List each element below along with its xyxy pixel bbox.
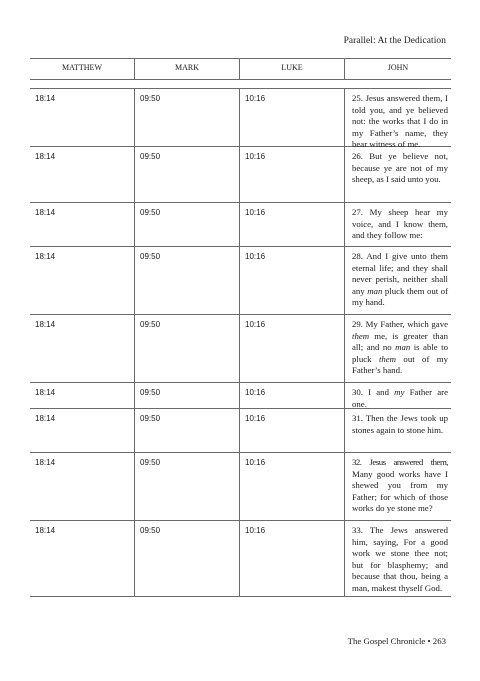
luke-reference: 10:16 bbox=[240, 89, 345, 146]
italic-word: them bbox=[352, 330, 370, 341]
verse-fragment: 33. The Jews answered him, saying, For a good work we stone thee not; but for blasphemy; and because that thou, being a man, makest thyself God. bbox=[352, 525, 448, 593]
verse-fragment: is able to pluck bbox=[352, 342, 448, 364]
john-verse-text bbox=[345, 409, 451, 452]
table-row bbox=[30, 521, 451, 597]
mark-reference: 09:50 bbox=[135, 147, 240, 202]
mark-reference: 09:50 bbox=[135, 203, 240, 246]
verse-fragment: 30. I and bbox=[352, 387, 395, 397]
column-header-luke: LUKE bbox=[240, 59, 345, 79]
matthew-reference: 18:14 bbox=[30, 315, 135, 382]
verse-fragment: Father are one. bbox=[352, 387, 448, 409]
matthew-reference: 18:14 bbox=[30, 147, 135, 202]
table-row bbox=[30, 453, 451, 521]
verse-fragment: pluck them out of my hand. bbox=[352, 285, 449, 308]
verse-fragment: 25. Jesus answered them, I told you, and ye believed not: the works that I do in my Father’s name, they bear witness of me. bbox=[352, 93, 448, 150]
matthew-reference: 18:14 bbox=[30, 409, 135, 452]
table-row bbox=[30, 89, 451, 150]
mark-reference: 09:50 bbox=[135, 383, 240, 408]
matthew-reference: 18:14 bbox=[30, 89, 135, 146]
column-header-john: JOHN bbox=[387, 63, 409, 72]
mark-reference: 09:50 bbox=[135, 315, 240, 382]
mark-reference: 09:50 bbox=[135, 247, 240, 314]
table-row bbox=[30, 147, 451, 203]
matthew-reference: 18:14 bbox=[30, 247, 135, 314]
john-verse-text bbox=[345, 453, 451, 520]
running-head: Parallel: At the Dedication bbox=[343, 36, 446, 46]
luke-reference: 10:16 bbox=[240, 203, 345, 246]
luke-reference: 10:16 bbox=[240, 383, 345, 408]
luke-reference: 10:16 bbox=[240, 315, 345, 382]
table-row bbox=[30, 247, 451, 315]
verse-fragment: 27. My sheep hear my voice, and I know them, and they follow me: bbox=[352, 207, 448, 241]
matthew-reference: 18:14 bbox=[30, 383, 135, 408]
italic-word: man bbox=[395, 342, 411, 353]
verse-fragment: 31. Then the Jews took up stones again to stone him. bbox=[352, 413, 448, 435]
john-verse-text bbox=[345, 383, 451, 408]
verse-fragment: 32. Jesus answered them, bbox=[352, 457, 448, 467]
mark-reference: 09:50 bbox=[135, 409, 240, 452]
verse-fragment: 29. My Father, which gave bbox=[352, 319, 448, 329]
matthew-reference: 18:14 bbox=[30, 203, 135, 246]
luke-reference: 10:16 bbox=[240, 453, 345, 520]
table-header bbox=[30, 58, 451, 80]
luke-reference: 10:16 bbox=[240, 147, 345, 202]
column-header-mark: MARK bbox=[135, 59, 240, 79]
verse-fragment: me, is greater than all; and no bbox=[352, 330, 448, 353]
table-row bbox=[30, 315, 451, 383]
italic-word: them bbox=[378, 353, 397, 364]
john-verse-text bbox=[345, 147, 451, 202]
mark-reference: 09:50 bbox=[135, 89, 240, 146]
italic-word: my bbox=[394, 387, 405, 397]
mark-reference: 09:50 bbox=[135, 521, 240, 596]
john-verse-text bbox=[345, 203, 451, 246]
table-row bbox=[30, 203, 451, 247]
john-verse-text bbox=[345, 521, 451, 596]
john-verse-text bbox=[345, 315, 451, 382]
luke-reference: 10:16 bbox=[240, 247, 345, 314]
verse-fragment: 28. And I give unto them eternal life; and they shall never perish, neither shall any bbox=[352, 251, 448, 296]
john-verse-text bbox=[345, 247, 451, 314]
mark-reference: 09:50 bbox=[135, 453, 240, 520]
table-row bbox=[30, 409, 451, 453]
verse-fragment: Many good works have I shewed you from my Father; for which of those works do ye stone me? bbox=[352, 468, 448, 514]
verse-fragment: 26. But ye believe not, because ye are not of my sheep, as I said unto you. bbox=[352, 151, 448, 185]
column-header-matthew: MATTHEW bbox=[30, 59, 135, 79]
italic-word: man bbox=[367, 285, 383, 296]
luke-reference: 10:16 bbox=[240, 521, 345, 596]
luke-reference: 10:16 bbox=[240, 409, 345, 452]
john-verse-text bbox=[345, 89, 451, 150]
parallel-table-body bbox=[30, 88, 451, 597]
page-footer: The Gospel Chronicle • 263 bbox=[347, 636, 446, 646]
matthew-reference: 18:14 bbox=[30, 521, 135, 596]
matthew-reference: 18:14 bbox=[30, 453, 135, 520]
table-row bbox=[30, 383, 451, 409]
verse-fragment: out of my Father’s hand. bbox=[352, 353, 448, 376]
